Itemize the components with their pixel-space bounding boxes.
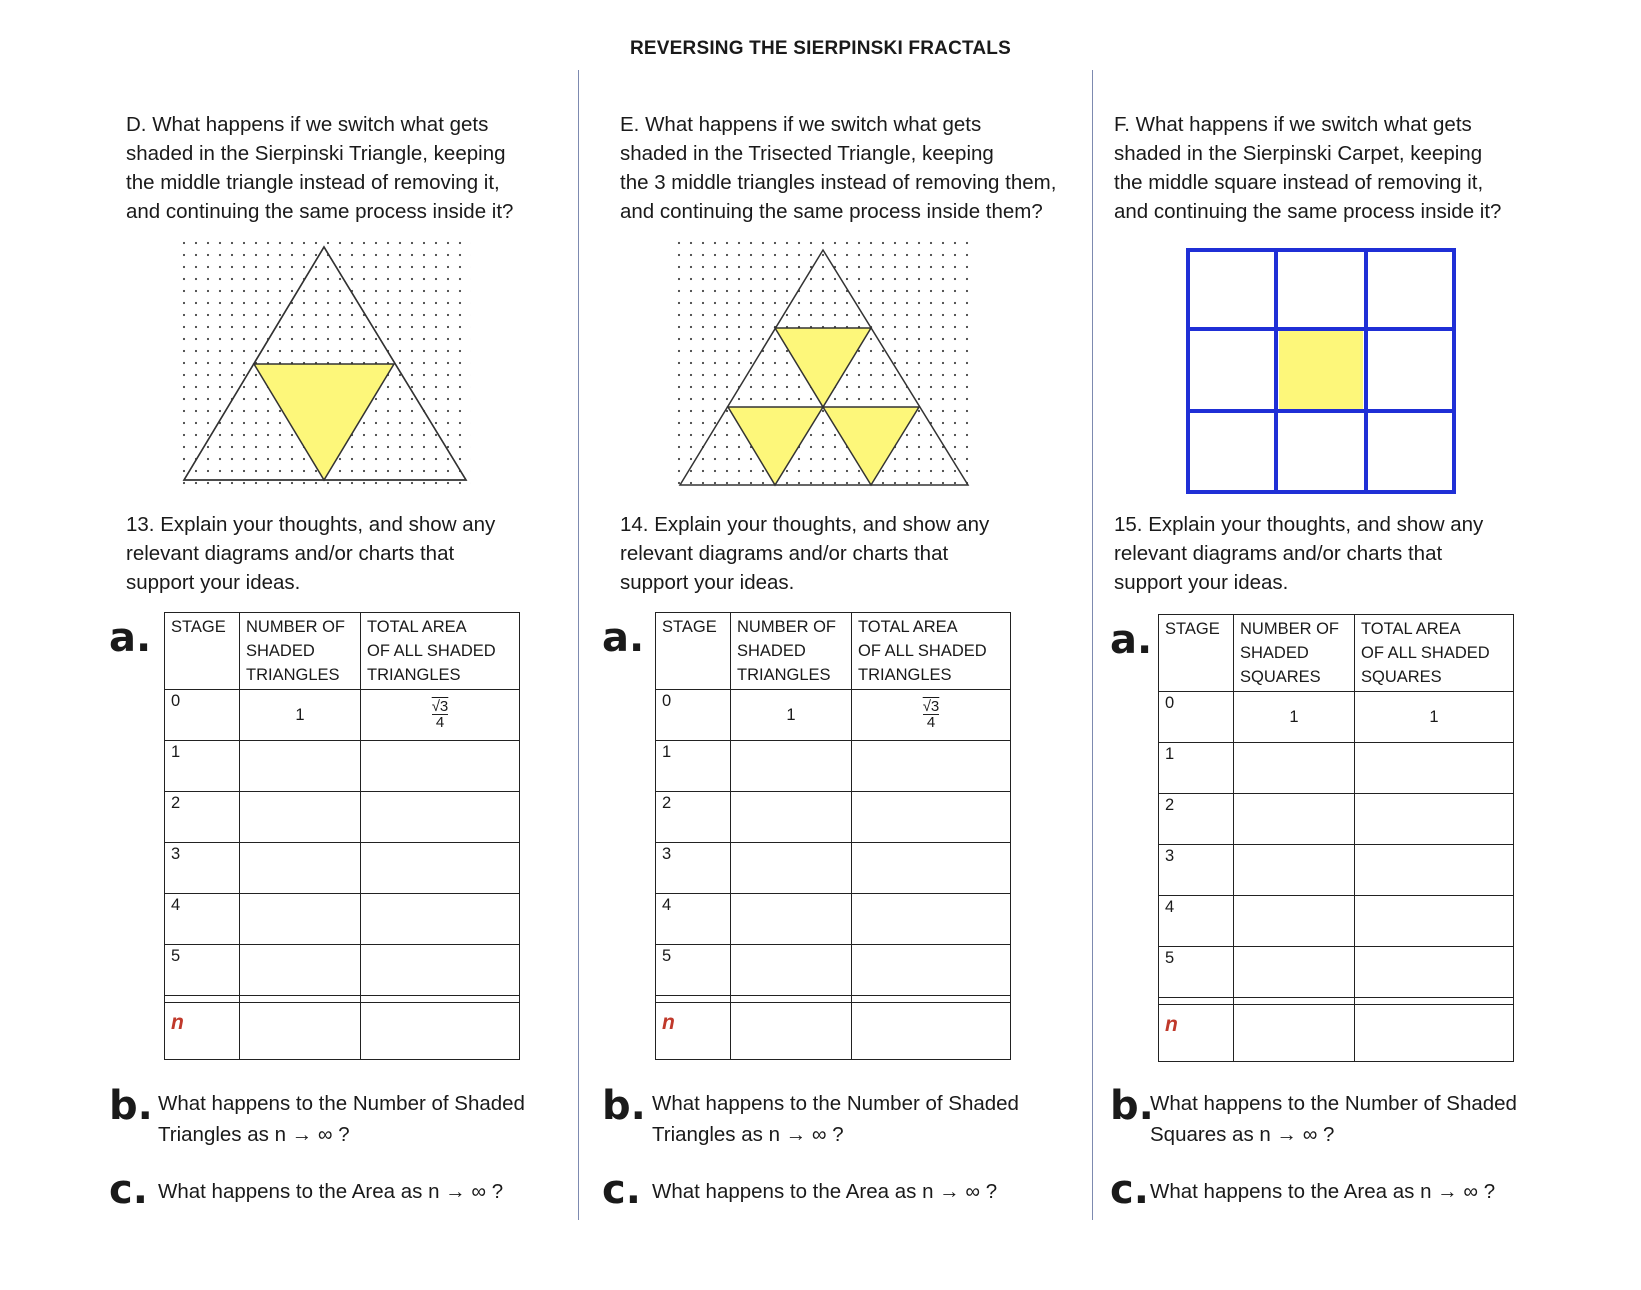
table-row-n: n: [165, 1003, 520, 1060]
stage-table-d: [164, 612, 520, 1060]
stage-table-e: [655, 612, 1011, 1060]
letter-c: c.: [109, 1167, 148, 1213]
column-e: [602, 0, 1120, 1290]
table-row: 0 1 $\frac{√3}{4}$: [165, 690, 520, 741]
letter-a: a.: [602, 615, 645, 661]
table-row-n: n: [656, 1003, 1011, 1060]
table-row: 0 1 $\frac{√3}{4}$: [656, 690, 1011, 741]
header-area: TOTAL AREA OF ALL SHADED TRIANGLES: [361, 613, 520, 690]
sqrt3-over-4: $\frac{√3}{4}$: [922, 697, 940, 731]
page-title: REVERSING THE SIERPINSKI FRACTALS: [629, 38, 1011, 59]
sqrt3-over-4: $\frac{√3}{4}$: [431, 697, 449, 731]
table-row: 5: [656, 945, 1011, 996]
question-f: F. What happens if we switch what gets shaded in the Sierpinski Carpet, keeping the middle square instead of removing it, and continuing the same process inside it?: [1114, 113, 1502, 223]
explain-13: 13. Explain your thoughts, and show any relevant diagrams and/or charts that support your ideas.: [126, 513, 496, 594]
question-c-e: What happens to the Area as n → ∞ ?: [652, 1180, 998, 1203]
table-row: 5: [165, 945, 520, 996]
table-row: 3: [656, 843, 1011, 894]
explain-14: 14. Explain your thoughts, and show any relevant diagrams and/or charts that support your ideas.: [620, 513, 990, 594]
stage-table-f: [1158, 614, 1514, 1062]
letter-c: c.: [1110, 1167, 1149, 1213]
table-row: 3: [1159, 845, 1514, 896]
question-e: E. What happens if we switch what gets shaded in the Trisected Triangle, keeping the 3 middle triangles instead of removing them, and continuing the same process inside them?: [620, 113, 1057, 223]
table-row: 2: [656, 792, 1011, 843]
table-row: 0 1 1: [1159, 692, 1514, 743]
table-row: 1: [165, 741, 520, 792]
letter-a: a.: [109, 615, 152, 661]
column-f: [1110, 0, 1614, 1290]
question-b-d: What happens to the Number of Shaded Triangles as n → ∞ ?: [158, 1092, 525, 1146]
table-row: 4: [656, 894, 1011, 945]
sierpinski-triangle-figure: [181, 240, 471, 488]
table-row: 2: [165, 792, 520, 843]
table-header-row: STAGE NUMBER OF SHADED SQUARES TOTAL AREA OF ALL SHADED SQUARES: [1159, 615, 1514, 692]
table-row-n: n: [1159, 1005, 1514, 1062]
shaded-middle-square: [1279, 331, 1363, 409]
question-c-d: What happens to the Area as n → ∞ ?: [158, 1180, 504, 1203]
question-c-f: What happens to the Area as n → ∞ ?: [1150, 1180, 1496, 1203]
letter-b: b.: [1110, 1083, 1154, 1129]
letter-c: c.: [602, 1167, 641, 1213]
header-stage: STAGE: [165, 613, 240, 690]
column-d: [109, 0, 626, 1290]
letter-b: b.: [602, 1083, 646, 1129]
table-row: 4: [1159, 896, 1514, 947]
table-row: 5: [1159, 947, 1514, 998]
table-row: 1: [1159, 743, 1514, 794]
trisected-triangle-figure: [676, 240, 976, 490]
table-header-row: [165, 613, 520, 690]
letter-a: a.: [1110, 617, 1153, 663]
table-row: 3: [165, 843, 520, 894]
table-row: 2: [1159, 794, 1514, 845]
explain-15: 15. Explain your thoughts, and show any relevant diagrams and/or charts that support your ideas.: [1114, 513, 1484, 594]
question-b-e: What happens to the Number of Shaded Triangles as n → ∞ ?: [652, 1092, 1019, 1146]
table-header-row: STAGE NUMBER OF SHADED TRIANGLES TOTAL AREA OF ALL SHADED TRIANGLES: [656, 613, 1011, 690]
letter-b: b.: [109, 1083, 153, 1129]
table-row: 1: [656, 741, 1011, 792]
question-b-f: What happens to the Number of Shaded Squares as n → ∞ ?: [1150, 1092, 1517, 1146]
sierpinski-carpet-figure: [1186, 248, 1456, 494]
table-row: 4: [165, 894, 520, 945]
header-number: NUMBER OF SHADED TRIANGLES: [240, 613, 361, 690]
question-d: D. What happens if we switch what gets shaded in the Sierpinski Triangle, keeping the middle triangle instead of removing it, and continuing the same process inside it?: [126, 113, 514, 223]
